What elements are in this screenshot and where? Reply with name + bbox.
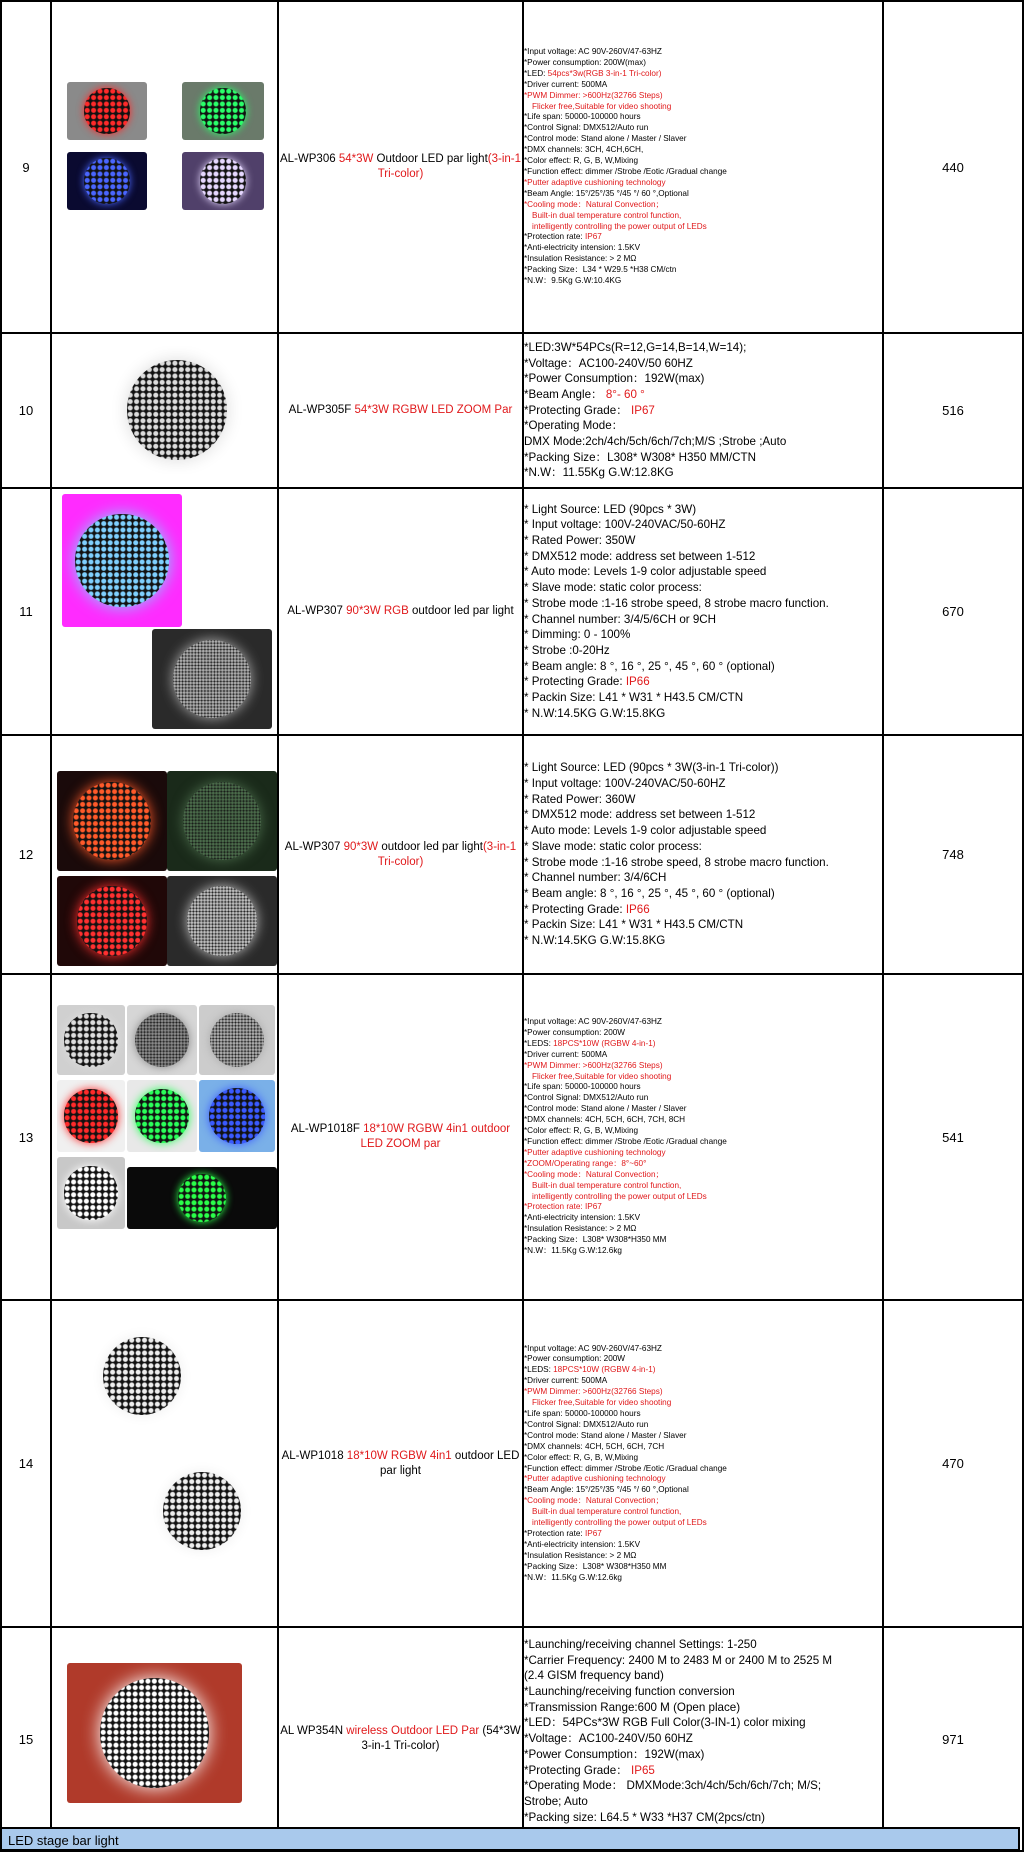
- spec-line: intelligently controlling the power output of LEDs: [532, 221, 707, 231]
- spec-line: *Control Signal: DMX512/Auto run: [524, 1093, 649, 1103]
- table-row: [1, 1300, 1024, 1627]
- led-par-blue-image: [67, 152, 147, 210]
- spec-line: *Putter adaptive cushioning technology: [524, 1474, 666, 1484]
- product-photo-image: [147, 1461, 257, 1561]
- led-par-red-glow-image: [57, 876, 167, 966]
- product-image-cell: [51, 333, 278, 488]
- spec-line: Built-in dual temperature control function,: [532, 210, 682, 220]
- spec-line: *Control mode: Stand alone / Master / Slaver: [524, 134, 687, 144]
- spec-line: *Input voltage: AC 90V-260V/47-63HZ: [524, 1017, 662, 1027]
- spec-line: *Voltage：AC100-240V/50 60HZ: [524, 1732, 693, 1746]
- product-name: [278, 1627, 523, 1851]
- led-par-back-panel-image: [167, 876, 277, 966]
- table-row: [1, 1, 1024, 333]
- product-name-highlight: 18*10W RGBW 4in1: [346, 1449, 455, 1462]
- spec-line: *Cooling mode：Natural Convection；: [524, 199, 664, 209]
- spec-line: *DMX channels: 4CH, 5CH, 6CH, 7CH, 8CH: [524, 1115, 686, 1125]
- spec-line: * Channel number: 3/4/6CH: [524, 871, 667, 885]
- spec-line: *Operating Mode： DMXMode:3ch/4ch/5ch/6ch/7ch; M/S;: [524, 1779, 822, 1793]
- spec-line: *Voltage：AC100-240V/50 60HZ: [524, 356, 693, 370]
- spec-line: *Launching/receiving channel Settings: 1-250: [524, 1637, 757, 1651]
- spec-line: *Insulation Resistance: > 2 MΩ: [524, 1224, 637, 1234]
- row-number: 9: [1, 1, 51, 333]
- spec-line: *Transmission Range:600 M (Open place): [524, 1700, 741, 1714]
- product-photo-image: [57, 1080, 125, 1152]
- led-par-pair-image: [92, 1326, 192, 1426]
- model-number: AL-WP307: [287, 605, 347, 617]
- spec-line: * N.W:14.5KG G.W:15.8KG: [524, 706, 666, 720]
- spec-line: *Anti-electricity intension: 1.5KV: [524, 1213, 641, 1223]
- section-header-led-stage-bar-light: LED stage bar light: [0, 1827, 1020, 1851]
- price: 971: [883, 1627, 1023, 1851]
- spec-line: Flicker free,Suitable for video shooting: [532, 1071, 672, 1081]
- spec-line: * Light Source: LED (90pcs * 3W): [524, 502, 697, 516]
- row-number: 14: [1, 1300, 51, 1627]
- price: 541: [883, 974, 1023, 1300]
- spec-line: *Life span: 50000-100000 hours: [524, 1408, 641, 1418]
- spec-line: *Life span: 50000-100000 hours: [524, 112, 641, 122]
- spec-line: * DMX512 mode: address set between 1-512: [524, 549, 756, 563]
- spec-line: *Carrier Frequency: 2400 M to 2483 M or 2400 M to 2525 M: [524, 1653, 833, 1667]
- spec-line: *ZOOM/Operating range：8°~60°: [524, 1158, 647, 1168]
- product-name-highlight: wireless Outdoor LED Par: [346, 1725, 483, 1737]
- model-number: AL-WP306: [280, 153, 339, 165]
- led-par-back-panel-image: [152, 629, 272, 729]
- spec-line: *Anti-electricity intension: 1.5KV: [524, 243, 641, 253]
- spec-line: *Packing Size：L308* W308*H350 MM: [524, 1235, 667, 1245]
- led-par-red-image: [67, 82, 147, 140]
- spec-line: intelligently controlling the power output of LEDs: [532, 1518, 707, 1528]
- spec-list: [523, 1, 883, 333]
- row-number: 13: [1, 974, 51, 1300]
- spec-line: *Driver current: 500MA: [524, 79, 608, 89]
- model-number: AL-WP1018F: [290, 1123, 364, 1135]
- table-row: [1, 488, 1024, 735]
- spec-line: * Strobe :0-20Hz: [524, 643, 610, 657]
- led-par-white-image: [182, 152, 264, 210]
- spec-line: *Protecting Grade： IP65: [524, 1763, 655, 1777]
- led-par-grid-image: [57, 1005, 125, 1075]
- product-name-text: outdoor led par light: [381, 840, 483, 853]
- spec-line: * Channel number: 3/4/5/6CH or 9CH: [524, 612, 717, 626]
- spec-list: [523, 1300, 883, 1627]
- product-image-cell: [51, 735, 278, 974]
- spec-list: [523, 974, 883, 1300]
- product-photo-image: [57, 1157, 125, 1229]
- product-image-cell: [51, 488, 278, 735]
- product-name-highlight: 90*3W RGB: [346, 605, 412, 617]
- spec-line: *Beam Angle: 15°/25°/35 °/45 °/ 60 °,Optional: [524, 1485, 689, 1495]
- spec-line: *DMX channels: 3CH, 4CH,6CH,: [524, 145, 644, 155]
- product-name: [278, 974, 523, 1300]
- price: 516: [883, 333, 1023, 488]
- table-row: [1, 333, 1024, 488]
- product-name-highlight: (3-in-1 Tri-color): [377, 153, 521, 180]
- spec-line: *LED:3W*54PCs(R=12,G=14,B=14,W=14);: [524, 340, 747, 354]
- spec-line: * Auto mode: Levels 1-9 color adjustable speed: [524, 824, 767, 838]
- row-number: 12: [1, 735, 51, 974]
- spec-line: *Function effect: dimmer /Strobe /Eotic /Gradual change: [524, 167, 727, 176]
- spec-line: *Driver current: 500MA: [524, 1376, 608, 1386]
- spec-line: *N.W：11.55Kg G.W:12.8KG: [524, 466, 674, 480]
- spec-line: * Slave mode: static color process:: [524, 581, 702, 595]
- spec-line: *Input voltage: AC 90V-260V/47-63HZ: [524, 47, 662, 57]
- spec-line: * Packin Size: L41 * W31 * H43.5 CM/CTN: [524, 918, 744, 932]
- spec-line: *Launching/receiving function conversion: [524, 1685, 735, 1699]
- product-name-highlight: 90*3W: [343, 840, 382, 853]
- spec-line: *Color effect: R, G, B, W,Mixing: [524, 1126, 639, 1136]
- model-number: AL WP354N: [280, 1725, 347, 1737]
- spec-line: *Control mode: Stand alone / Master / Slaver: [524, 1104, 687, 1114]
- product-name-text: (54*3W 3-in-1 Tri-color): [361, 1725, 521, 1752]
- product-image-cell: [51, 974, 278, 1300]
- spec-line: * Slave mode: static color process:: [524, 839, 702, 853]
- spec-line: *Power consumption: 200W: [524, 1354, 626, 1364]
- spec-list: [523, 488, 883, 735]
- spec-line: *PWM Dimmer: >600Hz(32766 Steps): [524, 1387, 663, 1397]
- spec-line: * Input voltage: 100V-240VAC/50-60HZ: [524, 518, 726, 532]
- table-row: [1, 735, 1024, 974]
- product-name: [278, 488, 523, 735]
- spec-line: Built-in dual temperature control function,: [532, 1507, 682, 1517]
- product-name-text: outdoor led par light: [411, 605, 514, 617]
- table-row: [1, 1627, 1024, 1851]
- spec-line: *Control Signal: DMX512/Auto run: [524, 1419, 649, 1429]
- spec-line: *Function effect: dimmer /Strobe /Eotic /Gradual change: [524, 1463, 727, 1473]
- spec-line: *Putter adaptive cushioning technology: [524, 177, 666, 187]
- price: 470: [883, 1300, 1023, 1627]
- model-number: AL-WP307: [284, 840, 344, 853]
- spec-line: *N.W：11.5Kg G.W:12.6kg: [524, 1572, 622, 1582]
- product-photo-image: [199, 1080, 275, 1152]
- spec-line: *Color effect: R, G, B, W,Mixing: [524, 156, 639, 166]
- model-number: AL-WP305F: [288, 404, 355, 416]
- product-name: [278, 333, 523, 488]
- spec-line: *Packing size: L64.5 * W33 *H37 CM(2pcs/ctn): [524, 1810, 765, 1824]
- spec-line: *Packing Size：L308* W308* H350 MM/CTN: [524, 450, 756, 464]
- led-par-wireless-image: [67, 1663, 242, 1803]
- spec-line: *PWM Dimmer: >600Hz(32766 Steps): [524, 90, 663, 100]
- spec-line: *Protection rate: IP67: [524, 1202, 602, 1212]
- product-name: [278, 1, 523, 333]
- spec-line: *Input voltage: AC 90V-260V/47-63HZ: [524, 1343, 662, 1353]
- product-name-highlight: 54*3W: [338, 153, 377, 165]
- spec-line: Built-in dual temperature control function,: [532, 1180, 682, 1190]
- spec-line: *Anti-electricity intension: 1.5KV: [524, 1539, 641, 1549]
- spec-list: [523, 333, 883, 488]
- led-par-magenta-image: [62, 494, 182, 627]
- spec-line: * Beam angle: 8 °, 16 °, 25 °, 45 °, 60 ° (optional): [524, 886, 775, 900]
- product-photo-image: [127, 1005, 197, 1075]
- product-photo-image: [127, 1167, 277, 1229]
- spec-line: *Beam Angle： 8°- 60 °: [524, 387, 645, 401]
- spec-line: *DMX channels: 4CH, 5CH, 6CH, 7CH: [524, 1441, 665, 1451]
- spec-line: * Rated Power: 360W: [524, 792, 636, 806]
- product-name: [278, 735, 523, 974]
- spec-line: *Driver current: 500MA: [524, 1049, 608, 1059]
- spec-line: *Beam Angle: 15°/25°/35 °/45 °/ 60 °,Optional: [524, 188, 689, 198]
- led-par-red-closeup-image: [57, 771, 167, 871]
- spec-line: *Cooling mode：Natural Convection；: [524, 1169, 664, 1179]
- spec-line: * Dimming: 0 - 100%: [524, 628, 631, 642]
- product-name-text: Outdoor LED par light: [376, 153, 488, 165]
- spec-line: * N.W:14.5KG G.W:15.8KG: [524, 934, 666, 948]
- spec-line: *Power consumption: 200W: [524, 1027, 626, 1037]
- spec-line: *PWM Dimmer: >600Hz(32766 Steps): [524, 1060, 663, 1070]
- product-image-cell: [51, 1, 278, 333]
- product-photo-image: [127, 1080, 197, 1152]
- led-par-housing-image: [167, 771, 277, 871]
- spec-list: [523, 1627, 883, 1851]
- spec-line: *Protection rate: IP67: [524, 232, 602, 242]
- spec-line: *Power Consumption：192W(max): [524, 372, 705, 386]
- product-name-text: outdoor LED par light: [380, 1449, 520, 1477]
- spec-line: DMX Mode:2ch/4ch/5ch/6ch/7ch;M/S ;Strobe ;Auto: [524, 435, 787, 449]
- product-name: [278, 1300, 523, 1627]
- spec-line: *Power consumption: 200W(max): [524, 57, 646, 67]
- spec-line: * DMX512 mode: address set between 1-512: [524, 808, 756, 822]
- spec-list: [523, 735, 883, 974]
- spec-line: *Color effect: R, G, B, W,Mixing: [524, 1452, 639, 1462]
- spec-line: *N.W：11.5Kg G.W:12.6kg: [524, 1246, 622, 1256]
- spec-line: * Beam angle: 8 °, 16 °, 25 °, 45 °, 60 ° (optional): [524, 659, 775, 673]
- price: 748: [883, 735, 1023, 974]
- led-par-black-image: [107, 346, 247, 474]
- product-name-highlight: 18*10W RGBW 4in1 outdoor LED ZOOM par: [360, 1123, 511, 1150]
- spec-line: * Light Source: LED (90pcs * 3W(3-in-1 Tri-color)): [524, 761, 779, 775]
- spec-line: *LEDS: 18PCS*10W (RGBW 4-in-1): [524, 1038, 656, 1048]
- product-image-cell: [51, 1627, 278, 1851]
- row-number: 10: [1, 333, 51, 488]
- row-number: 15: [1, 1627, 51, 1851]
- spec-line: *Control Signal: DMX512/Auto run: [524, 123, 649, 133]
- product-image-cell: [51, 1300, 278, 1627]
- spec-line: Strobe; Auto: [524, 1794, 588, 1808]
- spec-line: (2.4 GISM frequency band): [524, 1669, 664, 1683]
- spec-line: *Control mode: Stand alone / Master / Slaver: [524, 1430, 687, 1440]
- product-photo-image: [199, 1005, 275, 1075]
- spec-line: *LEDS: 18PCS*10W (RGBW 4-in-1): [524, 1365, 656, 1375]
- spec-line: *Cooling mode：Natural Convection；: [524, 1496, 664, 1506]
- spec-line: * Input voltage: 100V-240VAC/50-60HZ: [524, 776, 726, 790]
- row-number: 11: [1, 488, 51, 735]
- price: 440: [883, 1, 1023, 333]
- table-row: [1, 974, 1024, 1300]
- spec-line: * Packin Size: L41 * W31 * H43.5 CM/CTN: [524, 691, 744, 705]
- spec-line: *LED：54PCs*3W RGB Full Color(3-IN-1) color mixing: [524, 1716, 806, 1730]
- model-number: AL-WP1018: [281, 1449, 347, 1462]
- spec-line: *Operating Mode：: [524, 419, 624, 433]
- price: 670: [883, 488, 1023, 735]
- spec-line: Flicker free,Suitable for video shooting: [532, 1398, 672, 1408]
- spec-line: * Auto mode: Levels 1-9 color adjustable speed: [524, 565, 767, 579]
- spec-line: * Strobe mode :1-16 strobe speed, 8 strobe macro function.: [524, 855, 829, 869]
- spec-line: *Protection rate: IP67: [524, 1528, 602, 1538]
- spec-line: *Power Consumption：192W(max): [524, 1747, 705, 1761]
- spec-line: *Packing Size：L34 * W29.5 *H38 CM/ctn: [524, 265, 677, 275]
- spec-line: * Protecting Grade: IP66: [524, 675, 650, 689]
- product-name-highlight: 54*3W RGBW LED ZOOM Par: [354, 404, 513, 416]
- spec-line: *Putter adaptive cushioning technology: [524, 1147, 666, 1157]
- product-name-highlight: (3-in-1 Tri-color): [377, 840, 517, 868]
- spec-line: *N.W：9.5Kg G.W:10.4KG: [524, 276, 622, 286]
- spec-line: *Life span: 50000-100000 hours: [524, 1082, 641, 1092]
- spec-line: *Insulation Resistance: > 2 MΩ: [524, 1550, 637, 1560]
- spec-line: *Protecting Grade： IP67: [524, 403, 655, 417]
- spec-line: * Rated Power: 350W: [524, 533, 636, 547]
- spec-line: *Packing Size：L308* W308*H350 MM: [524, 1561, 667, 1571]
- spec-line: intelligently controlling the power output of LEDs: [532, 1191, 707, 1201]
- spec-line: * Strobe mode :1-16 strobe speed, 8 strobe macro function.: [524, 596, 829, 610]
- spec-line: * Protecting Grade: IP66: [524, 902, 650, 916]
- spec-line: Flicker free,Suitable for video shooting: [532, 101, 672, 111]
- spec-line: *LED: 54pcs*3w(RGB 3-in-1 Tri-color): [524, 68, 662, 78]
- spec-line: *Function effect: dimmer /Strobe /Eotic /Gradual change: [524, 1137, 727, 1146]
- led-par-green-image: [182, 82, 264, 140]
- spec-line: *Insulation Resistance: > 2 MΩ: [524, 254, 637, 264]
